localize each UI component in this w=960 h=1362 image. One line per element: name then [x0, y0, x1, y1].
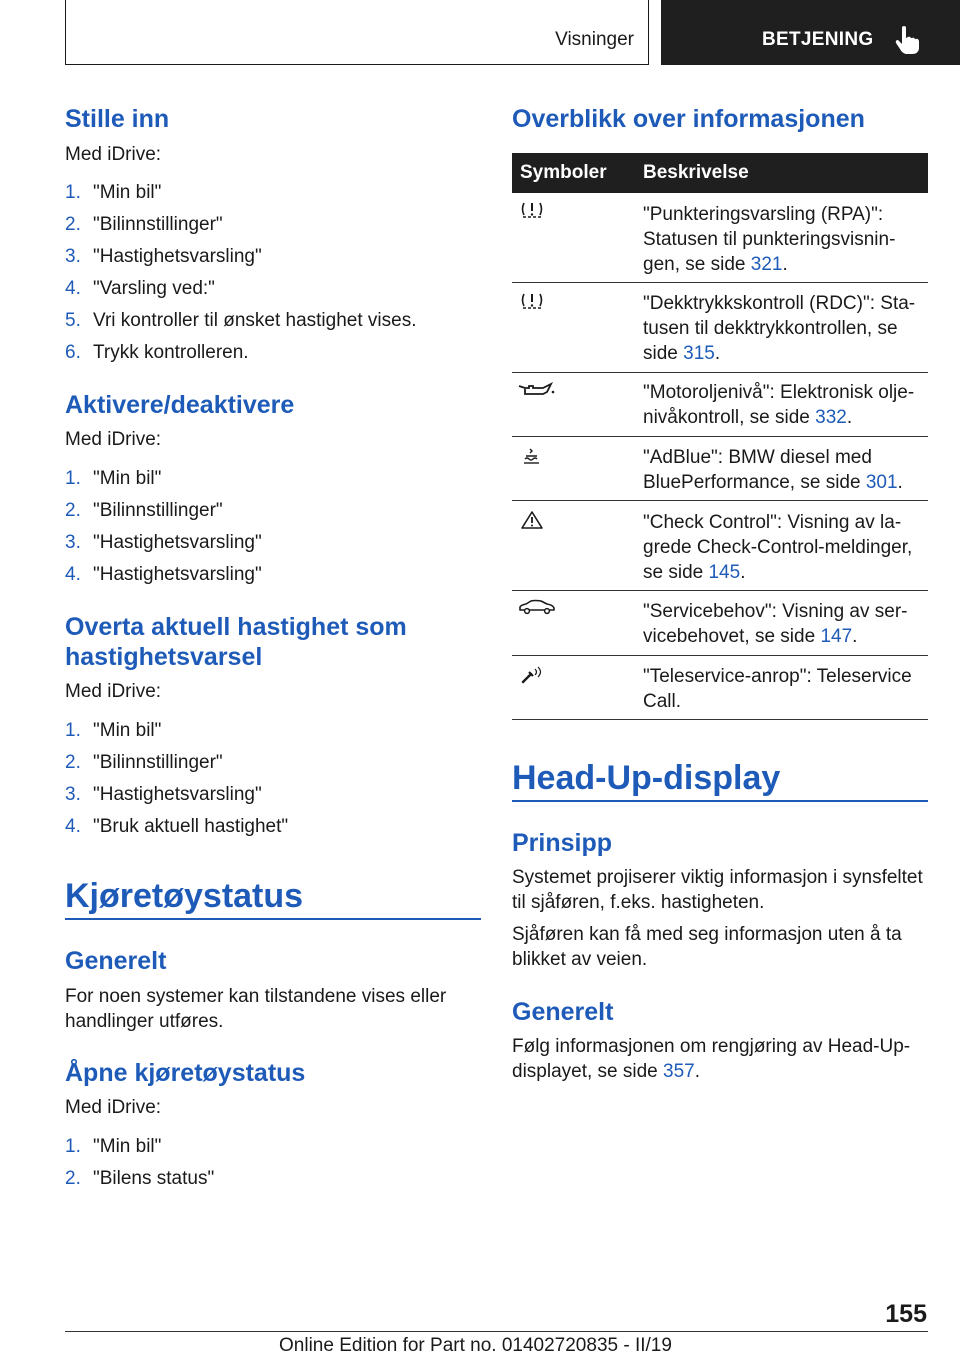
- row-text: [643, 341, 928, 366]
- teleservice-icon: [517, 665, 547, 685]
- list-item-number: 4.: [65, 816, 81, 837]
- oil-can-icon: [517, 380, 557, 400]
- page-link[interactable]: 301: [865, 472, 898, 493]
- page-link[interactable]: 147: [820, 626, 853, 647]
- row-divider: [512, 590, 928, 591]
- row-divider: [512, 372, 928, 373]
- list-item: "Bruk aktuell hastighet": [93, 816, 289, 837]
- row-text-part: gen, se side: [643, 254, 751, 275]
- row-text-part: vicebehovet, se side: [643, 626, 821, 647]
- page-link[interactable]: 315: [683, 343, 715, 364]
- list-item-number: 1.: [65, 720, 81, 741]
- row-text: "Servicebehov": Visning av ser-: [643, 601, 908, 622]
- row-divider: [512, 719, 928, 720]
- list-item-number: 3.: [65, 784, 81, 805]
- table-row: [643, 599, 928, 649]
- list-item: "Hastighetsvarsling": [93, 532, 262, 553]
- list-item-number: 2.: [65, 214, 81, 235]
- section-title-aktivere: Aktivere/deaktivere: [65, 391, 295, 419]
- row-divider: [512, 655, 928, 656]
- row-text: "Dekktrykkskontroll (RDC)": Sta-: [643, 293, 916, 314]
- header-chapter-label: BETJENING: [762, 29, 874, 50]
- list-item: "Hastighetsvarsling": [93, 246, 262, 267]
- list-item: "Hastighetsvarsling": [93, 564, 262, 585]
- row-text-part: .: [782, 254, 788, 275]
- row-text-part: .: [740, 562, 746, 583]
- row-text-part: se side: [643, 562, 709, 583]
- intro-text: Med iDrive:: [65, 429, 162, 450]
- section-title-generelt-hud: Generelt: [512, 998, 614, 1026]
- list-item-number: 5.: [65, 310, 81, 331]
- list-item-number: 2.: [65, 500, 81, 521]
- list-item-number: 4.: [65, 278, 81, 299]
- list-item-number: 3.: [65, 532, 81, 553]
- pointing-hand-icon: [893, 25, 921, 55]
- table-header: [512, 153, 928, 193]
- section-title-overta-line2: hastighetsvarsel: [65, 643, 263, 671]
- list-item-number: 4.: [65, 564, 81, 585]
- header-section-label: Visninger: [555, 29, 634, 50]
- car-service-icon: [517, 597, 557, 617]
- list-item: Trykk kontrolleren.: [93, 342, 249, 363]
- list-item: Vri kontroller til ønsket hastighet vises.: [93, 310, 417, 331]
- section-title-overta-line1: Overta aktuell hastighet som: [65, 613, 407, 641]
- table-row: [643, 380, 928, 430]
- list-item: "Min bil": [93, 720, 162, 741]
- chapter-rule: [65, 918, 481, 920]
- row-divider: [512, 500, 928, 501]
- row-text: "Check Control": Visning av la-: [643, 512, 902, 533]
- warning-triangle-icon: [517, 510, 547, 530]
- paragraph-line: til sjåføren, f.eks. hastigheten.: [512, 892, 765, 913]
- table-row: [643, 202, 928, 277]
- section-title-apne-status: Åpne kjøretøystatus: [65, 1059, 306, 1087]
- page-link[interactable]: 321: [750, 254, 783, 275]
- list-item-number: 6.: [65, 342, 81, 363]
- row-text: grede Check-Control-meldinger,: [643, 537, 913, 558]
- row-text-part: .: [846, 407, 853, 428]
- row-text: tusen til dekktrykkontrollen, se: [643, 318, 898, 339]
- row-text: [643, 405, 928, 430]
- row-text: "Teleservice-anrop": Teleservice: [643, 666, 912, 687]
- list-item: "Varsling ved:": [93, 278, 215, 299]
- column-header-description: Beskrivelse: [643, 162, 749, 183]
- row-text-part: side: [643, 343, 684, 364]
- row-text-part: BluePerformance, se side: [643, 472, 866, 493]
- table-title: Overblikk over informasjonen: [512, 105, 865, 133]
- page-number: 155: [885, 1300, 927, 1328]
- paragraph-line: For noen systemer kan tilstandene vises eller: [65, 986, 447, 1007]
- row-text-part: nivåkontroll, se side: [643, 407, 816, 428]
- row-text-part: .: [897, 472, 903, 493]
- row-text: [643, 624, 928, 649]
- chapter-title-head-up-display: Head-Up-display: [512, 759, 781, 797]
- list-item: "Min bil": [93, 182, 162, 203]
- list-item: "Hastighetsvarsling": [93, 784, 262, 805]
- page-link[interactable]: 145: [708, 562, 741, 583]
- row-divider: [512, 436, 928, 437]
- list-item-number: 2.: [65, 752, 81, 773]
- paragraph-line: handlinger utføres.: [65, 1011, 224, 1032]
- row-text-part: .: [852, 626, 858, 647]
- intro-text: Med iDrive:: [65, 681, 162, 702]
- list-item-number: 1.: [65, 182, 81, 203]
- list-item: "Bilinnstillinger": [93, 214, 223, 235]
- row-text: Call.: [643, 691, 682, 712]
- paragraph-line: blikket av veien.: [512, 949, 648, 970]
- list-item: "Bilinnstillinger": [93, 500, 223, 521]
- list-item-number: 2.: [65, 1168, 81, 1189]
- row-text: [643, 470, 928, 495]
- list-item: "Min bil": [93, 1136, 162, 1157]
- intro-text: Med iDrive:: [65, 1097, 162, 1118]
- row-text: "AdBlue": BMW diesel med: [643, 447, 872, 468]
- header-section-tab: [65, 0, 649, 65]
- list-item-number: 1.: [65, 468, 81, 489]
- chapter-rule: [512, 800, 928, 802]
- paragraph-line: [512, 1059, 700, 1084]
- row-text: Statusen til punkteringsvisnin-: [643, 229, 896, 250]
- paragraph-text-part: .: [694, 1061, 701, 1082]
- list-item: "Bilinnstillinger": [93, 752, 223, 773]
- paragraph-line: Følg informasjonen om rengjøring av Head-Up-: [512, 1036, 911, 1057]
- paragraph-text-part: displayet, se side: [512, 1061, 664, 1082]
- column-header-symbol: Symboler: [520, 162, 607, 183]
- page-link[interactable]: 357: [663, 1061, 695, 1082]
- section-title-prinsipp: Prinsipp: [512, 829, 613, 857]
- row-text: "Punkteringsvarsling (RPA)":: [643, 204, 884, 225]
- row-text: [643, 252, 928, 277]
- list-item: "Min bil": [93, 468, 162, 489]
- paragraph-line: Systemet projiserer viktig informasjon i synsfeltet: [512, 867, 923, 888]
- list-item: "Bilens status": [93, 1168, 215, 1189]
- row-text: "Motoroljenivå": Elektronisk olje-: [643, 382, 915, 403]
- intro-text: Med iDrive:: [65, 144, 162, 165]
- footer-rule: [65, 1331, 928, 1332]
- table-row: [643, 291, 928, 366]
- row-divider: [512, 282, 928, 283]
- adblue-icon: [517, 446, 547, 466]
- tire-pressure-icon: [517, 291, 547, 311]
- table-row: [643, 664, 928, 714]
- section-title-generelt: Generelt: [65, 947, 167, 975]
- tire-warning-icon: [517, 200, 547, 220]
- page-link[interactable]: 332: [815, 407, 847, 428]
- chapter-title-kjoretoystatus: Kjøretøystatus: [65, 877, 304, 915]
- table-row: [643, 510, 928, 585]
- list-item-number: 1.: [65, 1136, 81, 1157]
- table-row: [643, 445, 928, 495]
- section-title-stille-inn: Stille inn: [65, 105, 170, 133]
- row-text: [643, 560, 928, 585]
- paragraph-line: Sjåføren kan få med seg informasjon uten å ta: [512, 924, 902, 945]
- header-chapter-tab: [661, 0, 960, 65]
- list-item-number: 3.: [65, 246, 81, 267]
- footer-edition: Online Edition for Part no. 01402720835 - II/19: [279, 1335, 672, 1356]
- row-text-part: .: [714, 343, 721, 364]
